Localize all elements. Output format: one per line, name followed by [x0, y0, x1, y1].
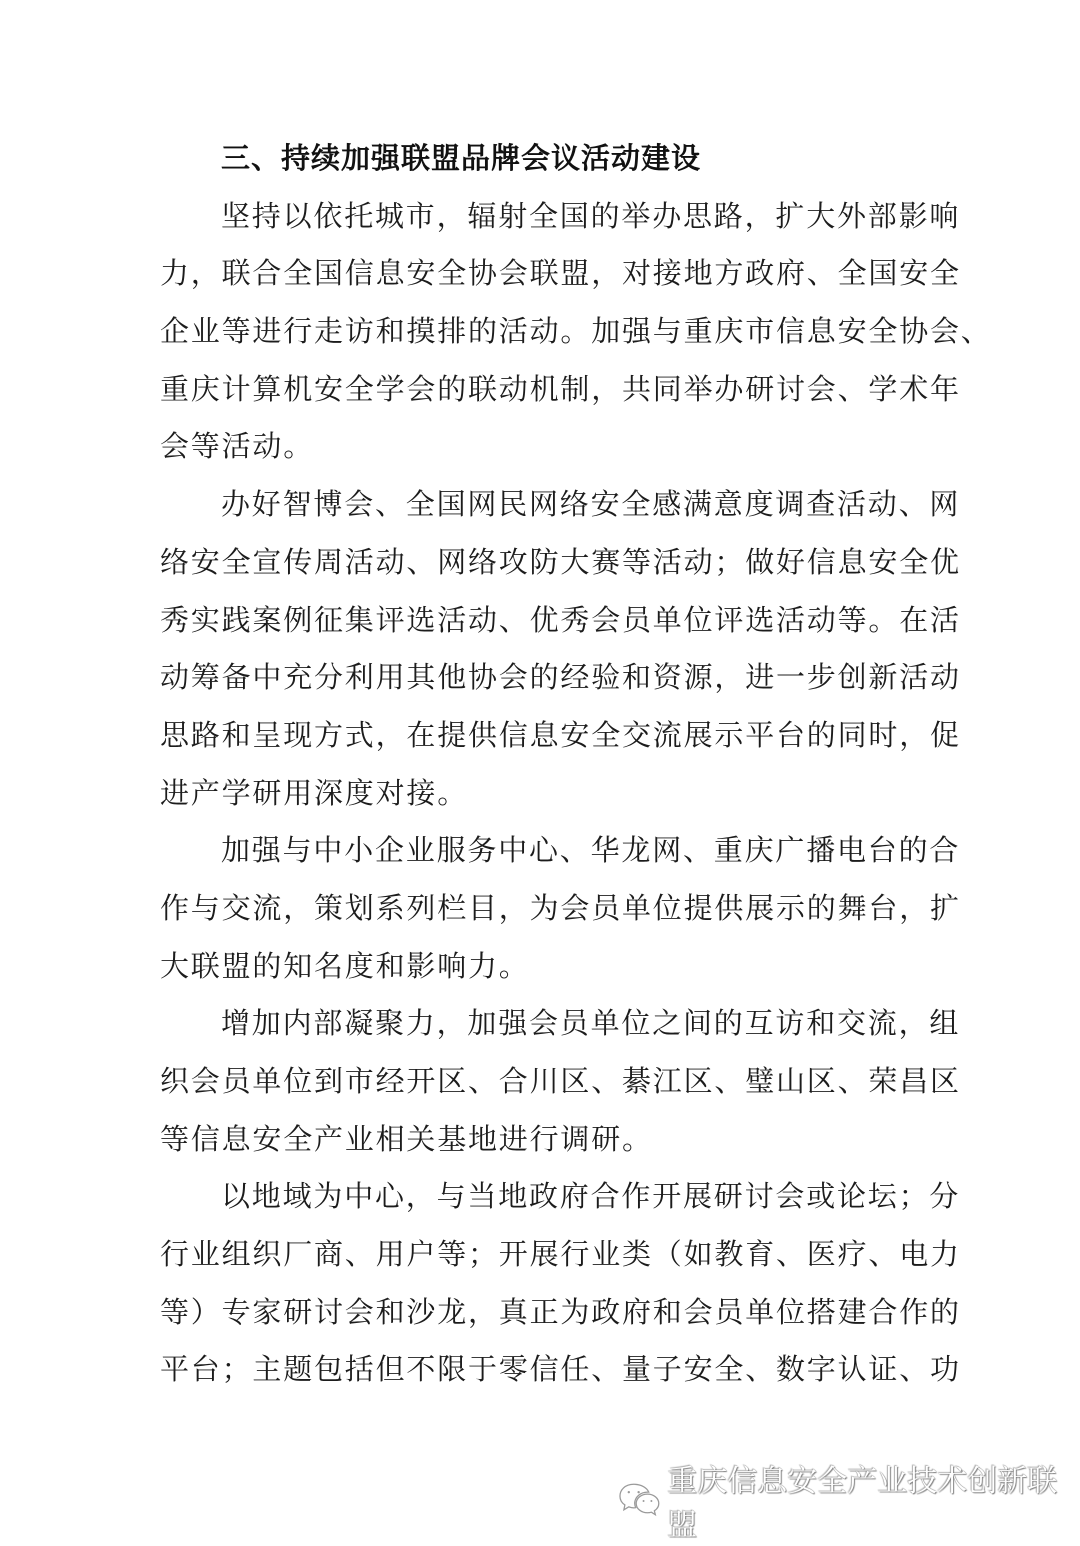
- text-line: 思路和呈现方式，在提供信息安全交流展示平台的同时，促: [160, 717, 961, 752]
- text-line: 加强与中小企业服务中心、华龙网、重庆广播电台的合: [221, 833, 961, 868]
- watermark-text: 重庆信息安全产业技术创新联盟: [667, 1464, 1058, 1543]
- text-line: 增加内部凝聚力，加强会员单位之间的互访和交流，组: [221, 1006, 961, 1041]
- text-line: 行业组织厂商、用户等；开展行业类（如教育、医疗、电力: [160, 1237, 961, 1272]
- text-line: 等）专家研讨会和沙龙，真正为政府和会员单位搭建合作的: [160, 1294, 961, 1329]
- text-line: 动筹备中充分利用其他协会的经验和资源，进一步创新活动: [160, 660, 961, 695]
- text-line: 作与交流，策划系列栏目，为会员单位提供展示的舞台，扩: [160, 890, 961, 925]
- text-line: 力，联合全国信息安全协会联盟，对接地方政府、全国安全: [160, 256, 961, 291]
- document-page: [160, 130, 992, 1399]
- watermark: [618, 1464, 1080, 1543]
- paragraph-1: [160, 188, 992, 476]
- text-line: 平台；主题包括但不限于零信任、量子安全、数字认证、功: [160, 1352, 961, 1387]
- paragraph-2: [160, 476, 961, 822]
- text-line: 络安全宣传周活动、网络攻防大赛等活动；做好信息安全优: [160, 544, 961, 579]
- paragraph-5: [160, 1168, 961, 1399]
- text-line: 等信息安全产业相关基地进行调研。: [160, 1121, 653, 1156]
- text-line: 进产学研用深度对接。: [160, 775, 469, 810]
- text-line: 坚持以依托城市，辐射全国的举办思路，扩大外部影响: [221, 198, 961, 233]
- text-line: 以地域为中心，与当地政府合作开展研讨会或论坛；分: [221, 1179, 961, 1214]
- text-line: 织会员单位到市经开区、合川区、綦江区、璧山区、荣昌区: [160, 1064, 961, 1098]
- text-line: 会等活动。: [160, 429, 315, 464]
- text-line: 大联盟的知名度和影响力。: [160, 948, 530, 983]
- text-line: 重庆计算机安全学会的联动机制，共同举办研讨会、学术年: [160, 371, 961, 406]
- section-heading: 三、持续加强联盟品牌会议活动建设: [221, 141, 702, 175]
- paragraph-4: [160, 995, 961, 1168]
- paragraph-3: [160, 822, 961, 995]
- text-line: 企业等进行走访和摸排的活动。加强与重庆市信息安全协会、: [160, 314, 992, 349]
- text-line: 秀实践案例征集评选活动、优秀会员单位评选活动等。在活: [160, 602, 961, 637]
- text-line: 办好智博会、全国网民网络安全感满意度调查活动、网: [221, 487, 961, 522]
- wechat-icon: [618, 1478, 661, 1522]
